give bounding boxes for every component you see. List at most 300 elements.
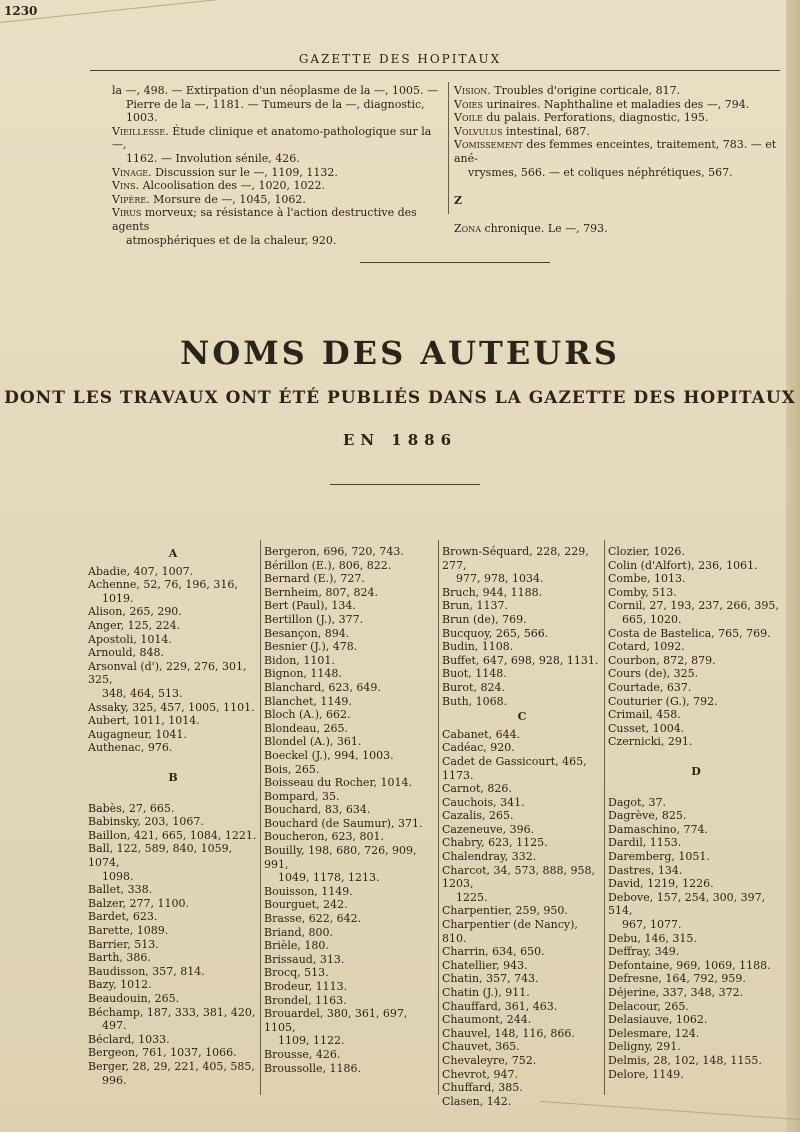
column-divider — [448, 82, 449, 214]
index-entry — [608, 1013, 784, 1027]
letter-heading: C — [517, 710, 527, 724]
index-entry — [264, 776, 436, 790]
index-entry — [264, 545, 436, 559]
top-right-column — [454, 84, 786, 236]
entry-text: Babès, 27, 665. — [88, 801, 175, 815]
entry-text: 977, 978, 1034. — [456, 572, 544, 586]
entry-keyword: Vision. — [454, 84, 491, 97]
entry-text: Charpentier (de Nancy), 810. — [442, 918, 578, 945]
entry-text: Troubles d'origine corticale, 817. — [490, 84, 681, 97]
entry-text: Dastres, 134. — [608, 863, 683, 877]
index-entry — [264, 966, 436, 980]
index-entry — [88, 605, 258, 619]
entry-text: Costa de Bastelica, 765, 769. — [608, 626, 771, 640]
index-entry — [112, 98, 446, 125]
index-entry — [608, 823, 784, 837]
header-rule — [90, 70, 780, 71]
entry-text: Delmis, 28, 102, 148, 1155. — [608, 1053, 762, 1067]
entry-text: Baudisson, 357, 814. — [88, 964, 205, 978]
entry-text: Dagot, 37. — [608, 795, 666, 809]
entry-text: Chatellier, 943. — [442, 958, 528, 972]
entry-text: Cadet de Gassicourt, 465, 1173. — [442, 754, 587, 782]
entry-text: Déjerine, 337, 348, 372. — [608, 986, 744, 999]
index-entry — [264, 871, 436, 885]
entry-text: Bertillon (J.), 377. — [264, 612, 364, 626]
authors-column-4 — [608, 545, 784, 1081]
entry-text: Barth, 386. — [88, 951, 151, 965]
index-entry — [442, 613, 602, 627]
entry-text: Chatin (J.), 911. — [442, 986, 530, 999]
letter-heading: D — [691, 764, 701, 778]
entry-text: Cadéac, 920. — [442, 741, 515, 755]
index-entry — [442, 1095, 602, 1109]
entry-text: Charpentier, 259, 950. — [442, 904, 568, 918]
entry-text: Czernicki, 291. — [608, 735, 693, 749]
entry-text: Besançon, 894. — [264, 626, 350, 640]
entry-text: Deffray, 349. — [608, 945, 680, 959]
entry-text: Bazy, 1012. — [88, 978, 152, 992]
index-entry — [88, 728, 258, 742]
index-entry — [608, 627, 784, 641]
section-rule — [360, 262, 550, 263]
entry-keyword: Zona — [454, 222, 481, 235]
entry-text: Brun (de), 769. — [442, 612, 527, 626]
letter-heading: B — [168, 770, 178, 784]
index-entry — [264, 763, 436, 777]
entry-text: Cusset, 1004. — [608, 721, 685, 735]
index-entry — [608, 572, 784, 586]
entry-text: Brasse, 622, 642. — [264, 912, 362, 926]
entry-text: Bouchard, 83, 634. — [264, 803, 371, 817]
entry-text: Ballet, 338. — [88, 883, 153, 897]
entry-text: Authenac, 976. — [88, 741, 173, 755]
entry-text: Chalendray, 332. — [442, 850, 537, 864]
index-entry — [442, 1040, 602, 1054]
entry-text: Bergeron, 696, 720, 743. — [264, 545, 404, 558]
entry-text: Ball, 122, 589, 840, 1059, 1074, — [88, 842, 233, 870]
column-divider — [260, 540, 261, 1095]
index-entry — [264, 980, 436, 994]
entry-text: Cabanet, 644. — [442, 727, 521, 741]
index-entry — [608, 1068, 784, 1082]
index-entry — [454, 98, 786, 112]
entry-text: Barrier, 513. — [88, 937, 159, 951]
index-entry — [88, 741, 258, 755]
entry-text: Chauffard, 361, 463. — [442, 999, 558, 1013]
entry-text: Besnier (J.), 478. — [264, 640, 358, 654]
entry-text — [608, 782, 612, 795]
entry-text: Bois, 265. — [264, 762, 320, 776]
index-entry — [264, 735, 436, 749]
index-entry — [88, 992, 258, 1006]
index-entry — [264, 654, 436, 668]
index-entry — [608, 586, 784, 600]
index-entry — [88, 965, 258, 979]
entry-text: Augagneur, 1041. — [88, 727, 187, 741]
index-entry — [264, 722, 436, 736]
entry-keyword: Vinage. — [112, 165, 152, 179]
index-entry — [88, 829, 258, 843]
entry-text: David, 1219, 1226. — [608, 877, 714, 891]
index-entry — [112, 125, 446, 152]
index-entry — [442, 945, 602, 959]
entry-text: Chabry, 623, 1125. — [442, 836, 548, 850]
entry-text: 996. — [102, 1073, 127, 1087]
index-entry — [264, 994, 436, 1008]
index-entry — [608, 559, 784, 573]
index-entry — [608, 864, 784, 878]
entry-text: Bloch (A.), 662. — [264, 708, 351, 722]
index-entry — [608, 796, 784, 810]
index-entry — [264, 559, 436, 573]
index-entry — [442, 741, 602, 755]
index-entry — [442, 586, 602, 600]
index-entry — [442, 782, 602, 796]
index-entry — [88, 1046, 258, 1060]
index-entry — [442, 864, 602, 891]
entry-text: 1225. — [456, 890, 488, 904]
index-entry — [442, 836, 602, 850]
index-entry — [454, 222, 786, 236]
index-entry — [264, 1034, 436, 1048]
paper-fold — [0, 0, 259, 23]
authors-column-2 — [264, 545, 436, 1075]
entry-keyword: Virus — [112, 206, 142, 220]
index-entry — [454, 84, 786, 98]
entry-text: Chauvet, 365. — [442, 1040, 520, 1054]
index-entry — [112, 193, 446, 207]
entry-text: 665, 1020. — [622, 612, 682, 626]
index-entry — [264, 939, 436, 953]
index-entry — [88, 565, 258, 579]
entry-text: Bompard, 35. — [264, 789, 340, 803]
index-entry — [608, 891, 784, 918]
entry-text: Baillon, 421, 665, 1084, 1221. — [88, 828, 257, 842]
index-entry — [88, 951, 258, 965]
index-subtitle: DONT LES TRAVAUX ONT ÉTÉ PUBLIÉS DANS LA GAZETTE DES HOPITAUX — [4, 388, 796, 408]
entry-text: Cours (de), 325. — [608, 667, 699, 681]
entry-text: Achenne, 52, 76, 196, 316, — [88, 578, 238, 592]
entry-text: 1109, 1122. — [278, 1034, 345, 1048]
index-entry — [442, 599, 602, 613]
index-entry — [608, 1054, 784, 1068]
entry-text: Babinsky, 203, 1067. — [88, 815, 204, 829]
entry-text: Dagrève, 825. — [608, 809, 687, 823]
index-entry — [88, 714, 258, 728]
index-entry — [88, 660, 258, 687]
entry-text: Béchamp, 187, 333, 381, 420, — [88, 1005, 256, 1019]
entry-text: Chatin, 357, 743. — [442, 972, 539, 986]
index-entry — [454, 138, 786, 165]
index-entry — [608, 1027, 784, 1041]
index-entry — [88, 619, 258, 633]
entry-text: Chauvel, 148, 116, 866. — [442, 1026, 575, 1040]
index-entry — [88, 870, 258, 884]
index-entry — [442, 918, 602, 945]
entry-text: Clozier, 1026. — [608, 545, 685, 558]
index-entry — [608, 986, 784, 1000]
index-entry — [88, 1033, 258, 1047]
index-entry — [88, 592, 258, 606]
page-edge — [786, 0, 800, 1132]
index-entry — [88, 578, 258, 592]
entry-text: Broussolle, 1186. — [264, 1061, 361, 1075]
entry-text: Boisseau du Rocher, 1014. — [264, 776, 412, 790]
index-entry — [608, 613, 784, 627]
title-rule — [330, 484, 480, 485]
index-entry — [442, 667, 602, 681]
entry-text: Charcot, 34, 573, 888, 958, 1203, — [442, 863, 595, 891]
entry-text: Clasen, 142. — [442, 1094, 512, 1108]
entry-text: Brocq, 513. — [264, 966, 329, 980]
entry-text: Deligny, 291. — [608, 1040, 681, 1054]
index-entry — [442, 695, 602, 709]
index-entry — [442, 545, 602, 572]
index-entry — [608, 782, 784, 796]
entry-text: Boucheron, 623, 801. — [264, 830, 384, 844]
index-entry — [608, 640, 784, 654]
index-entry — [264, 695, 436, 709]
entry-text: Chuffard, 385. — [442, 1081, 523, 1095]
entry-text: Bouchard (de Saumur), 371. — [264, 816, 423, 830]
index-entry — [264, 926, 436, 940]
entry-text: intestinal, 687. — [502, 124, 590, 138]
entry-text: Debove, 157, 254, 300, 397, 514, — [608, 890, 766, 918]
entry-text: Anger, 125, 224. — [88, 618, 181, 632]
entry-text: Crimail, 458. — [608, 708, 681, 722]
index-entry — [112, 166, 446, 180]
letter-heading: Z — [454, 193, 463, 207]
entry-text: Brun, 1137. — [442, 599, 508, 613]
entry-text: Balzer, 277, 1100. — [88, 896, 189, 910]
entry-text: 967, 1077. — [622, 918, 682, 932]
entry-text: Daremberg, 1051. — [608, 850, 710, 864]
index-entry — [608, 850, 784, 864]
entry-text: Delesmare, 124. — [608, 1026, 700, 1040]
entry-text: Bert (Paul), 134. — [264, 599, 356, 613]
index-entry — [264, 640, 436, 654]
entry-text: Bidon, 1101. — [264, 653, 335, 667]
entry-text: urinaires. Naphthaline et maladies des —, 794. — [482, 97, 750, 111]
index-entry — [442, 986, 602, 1000]
index-entry — [608, 945, 784, 959]
entry-text: Arsonval (d'), 229, 276, 301, 325, — [88, 659, 247, 687]
index-entry — [442, 823, 602, 837]
index-year: EN 1886 — [342, 431, 458, 449]
index-entry — [264, 681, 436, 695]
entry-text: Bernheim, 807, 824. — [264, 585, 378, 599]
entry-keyword: Vieillesse. — [112, 124, 169, 138]
index-entry — [442, 959, 602, 973]
index-entry — [264, 830, 436, 844]
entry-text: Blanchard, 623, 649. — [264, 680, 381, 694]
entry-text: Brondel, 1163. — [264, 993, 347, 1007]
index-entry — [442, 728, 602, 742]
letter-heading: A — [168, 547, 178, 560]
index-entry — [88, 897, 258, 911]
entry-text: Cotard, 1092. — [608, 640, 685, 654]
index-entry — [442, 654, 602, 668]
index-entry — [88, 815, 258, 829]
index-entry — [608, 1000, 784, 1014]
entry-text: Bardet, 623. — [88, 910, 158, 924]
entry-text: Carnot, 826. — [442, 782, 512, 796]
index-entry — [442, 1081, 602, 1095]
entry-text: Cazeneuve, 396. — [442, 822, 535, 836]
index-entry — [88, 910, 258, 924]
index-entry — [608, 1040, 784, 1054]
entry-text: Brousse, 426. — [264, 1047, 341, 1061]
index-entry — [442, 904, 602, 918]
index-entry — [608, 667, 784, 681]
entry-text: Bouilly, 198, 680, 726, 909, 991, — [264, 844, 417, 871]
index-entry — [442, 627, 602, 641]
index-entry — [264, 599, 436, 613]
index-entry — [88, 938, 258, 952]
index-entry — [88, 687, 258, 701]
entry-text: 497. — [102, 1019, 127, 1033]
entry-text: Delore, 1149. — [608, 1067, 684, 1081]
entry-text: Barette, 1089. — [88, 924, 169, 938]
entry-text: Blondel (A.), 361. — [264, 735, 362, 749]
entry-text: Apostoli, 1014. — [88, 632, 172, 646]
entry-text: Colin (d'Alfort), 236, 1061. — [608, 558, 758, 572]
entry-text: Assaky, 325, 457, 1005, 1101. — [88, 700, 255, 714]
entry-text: Chevaleyre, 752. — [442, 1053, 537, 1067]
index-entry — [608, 959, 784, 973]
index-entry — [264, 708, 436, 722]
index-entry — [608, 722, 784, 736]
index-entry — [608, 735, 784, 749]
column-divider — [604, 540, 605, 1095]
index-entry — [454, 166, 786, 180]
entry-text: Buth, 1068. — [442, 694, 508, 708]
entry-text: Comby, 513. — [608, 585, 677, 599]
index-entry — [264, 572, 436, 586]
index-entry — [88, 701, 258, 715]
entry-text: Aubert, 1011, 1014. — [88, 714, 200, 728]
entry-text: 1162. — Involution sénile, 426. — [126, 151, 300, 165]
index-entry — [442, 640, 602, 654]
entry-text: chronique. Le —, 793. — [480, 222, 608, 235]
index-entry — [442, 809, 602, 823]
entry-text: 1049, 1178, 1213. — [278, 871, 380, 885]
index-entry — [442, 1054, 602, 1068]
index-entry — [454, 125, 786, 139]
index-entry — [608, 836, 784, 850]
entry-text: Brissaud, 313. — [264, 952, 345, 966]
index-entry — [608, 654, 784, 668]
index-entry — [608, 695, 784, 709]
entry-text: Combe, 1013. — [608, 572, 686, 586]
entry-text: Alison, 265, 290. — [88, 605, 182, 619]
index-entry — [88, 978, 258, 992]
entry-text: Brièle, 180. — [264, 939, 329, 953]
index-entry — [88, 842, 258, 869]
entry-text: Béclard, 1033. — [88, 1032, 170, 1046]
entry-text: Delacour, 265. — [608, 999, 689, 1013]
index-entry — [442, 796, 602, 810]
index-entry — [264, 613, 436, 627]
index-entry — [112, 179, 446, 193]
authors-column-3 — [442, 545, 602, 1108]
running-title: GAZETTE DES HOPITAUX — [298, 52, 502, 66]
entry-text: Beaudouin, 265. — [88, 992, 180, 1005]
index-entry — [264, 912, 436, 926]
index-entry — [88, 646, 258, 660]
entry-text: Buffet, 647, 698, 928, 1131. — [442, 653, 599, 667]
index-entry — [264, 749, 436, 763]
entry-text: Alcoolisation des —, 1020, 1022. — [139, 179, 326, 193]
index-entry — [608, 749, 784, 763]
index-entry — [264, 817, 436, 831]
index-entry — [608, 681, 784, 695]
entry-text: Delasiauve, 1062. — [608, 1013, 708, 1027]
index-entry — [88, 788, 258, 802]
index-entry — [608, 877, 784, 891]
index-entry — [264, 586, 436, 600]
entry-text: Pierre de la —, 1181. — Tumeurs de la —, diagnostic, 1003. — [126, 97, 425, 125]
entry-text: Bérillon (E.), 806, 822. — [264, 558, 392, 572]
index-entry — [88, 1019, 258, 1033]
index-entry — [264, 953, 436, 967]
index-entry — [264, 667, 436, 681]
entry-text: Cazalis, 265. — [442, 809, 514, 823]
entry-text: Chaumont, 244. — [442, 1013, 532, 1027]
entry-text: Bernard (E.), 727. — [264, 572, 365, 586]
index-entry — [442, 1000, 602, 1014]
entry-text: Bucquoy, 265, 566. — [442, 626, 549, 640]
entry-text: Defresne, 164, 792, 959. — [608, 972, 746, 986]
index-entry — [608, 545, 784, 559]
index-entry — [112, 234, 446, 248]
index-entry — [442, 681, 602, 695]
index-entry — [264, 898, 436, 912]
index-entry — [442, 1013, 602, 1027]
entry-text: Courtade, 637. — [608, 680, 692, 694]
index-entry — [264, 627, 436, 641]
entry-text: Étude clinique et anatomo-pathologique sur la —, — [112, 124, 432, 152]
entry-text: du palais. Perforations, diagnostic, 195. — [482, 111, 709, 125]
index-entry — [264, 803, 436, 817]
index-entry — [264, 1048, 436, 1062]
entry-text: Discussion sur le —, 1109, 1132. — [151, 165, 338, 179]
index-title: NOMS DES AUTEURS — [180, 334, 620, 372]
entry-text — [88, 755, 92, 768]
entry-text: Morsure de —, 1045, 1062. — [149, 192, 306, 206]
index-entry — [442, 1027, 602, 1041]
index-entry — [442, 891, 602, 905]
index-entry — [112, 84, 446, 98]
entry-text: Briand, 800. — [264, 925, 334, 939]
entry-text: Defontaine, 969, 1069, 1188. — [608, 958, 771, 972]
index-entry — [608, 972, 784, 986]
entry-text: Courbon, 872, 879. — [608, 653, 716, 667]
entry-keyword: Volvulus — [454, 124, 503, 138]
entry-text: Bergeon, 761, 1037, 1066. — [88, 1046, 237, 1060]
entry-text: Bourguet, 242. — [264, 898, 348, 912]
index-entry — [442, 572, 602, 586]
entry-text: Bouisson, 1149. — [264, 884, 353, 898]
entry-keyword: Vins. — [112, 179, 140, 193]
page-number: 1230 — [4, 4, 38, 18]
entry-text: Brown-Séquard, 228, 229, 277, — [442, 545, 589, 572]
entry-text: 1098. — [102, 869, 134, 883]
index-entry — [264, 790, 436, 804]
index-entry — [608, 918, 784, 932]
index-entry — [88, 755, 258, 769]
column-divider — [438, 540, 439, 1095]
